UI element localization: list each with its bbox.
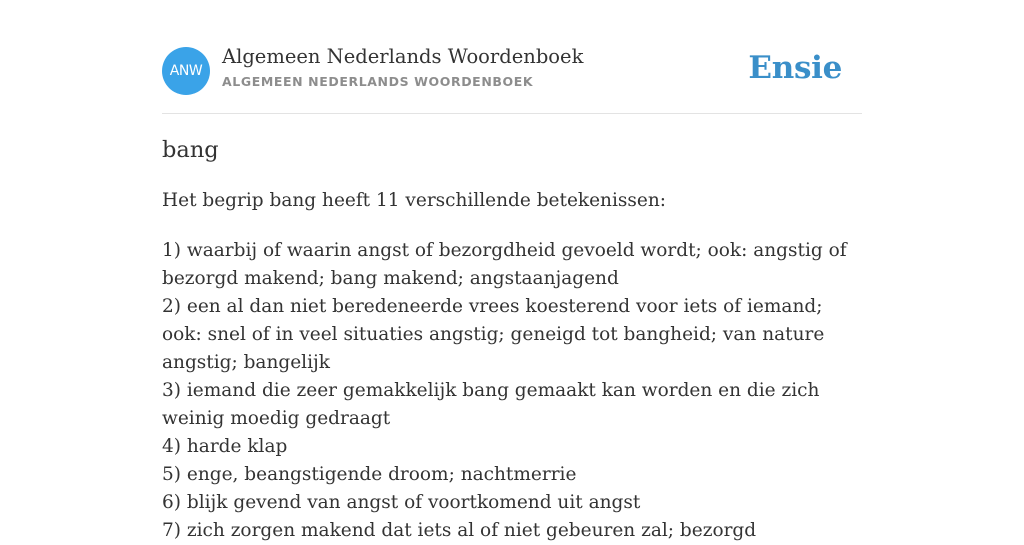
- meaning-item: 3) iemand die zeer gemakkelijk bang gemaakt kan worden en die zich weinig moedig gedraagt: [162, 380, 820, 429]
- meaning-item: 5) enge, beangstigende droom; nachtmerrie: [162, 464, 577, 485]
- entry-card: [162, 0, 862, 541]
- entry-header: [162, 0, 862, 114]
- entry-term: bang: [162, 137, 219, 163]
- meaning-item: 4) harde klap: [162, 436, 288, 457]
- meaning-item: 1) waarbij of waarin angst of bezorgdheid gevoeld wordt; ook: angstig of bezorgd makend; bang makend; angstaanjagend: [162, 240, 847, 289]
- entry-intro: Het begrip bang heeft 11 verschillende betekenissen:: [162, 190, 666, 211]
- source-subtitle: ALGEMEEN NEDERLANDS WOORDENBOEK: [222, 74, 534, 89]
- meaning-item: 6) blijk gevend van angst of voortkomend uit angst: [162, 492, 641, 513]
- meaning-item: 7) zich zorgen makend dat iets al of niet gebeuren zal; bezorgd: [162, 520, 757, 541]
- meaning-item: 2) een al dan niet beredeneerde vrees koesterend voor iets of iemand; ook: snel of in veel situaties angstig; geneigd tot bangheid; van nature angstig; bangelijk: [162, 296, 825, 373]
- brand-logo[interactable]: Ensie: [748, 50, 842, 86]
- source-title[interactable]: Algemeen Nederlands Woordenboek: [222, 45, 584, 68]
- source-logo[interactable]: ANW: [162, 47, 210, 95]
- meanings-list: [162, 237, 862, 545]
